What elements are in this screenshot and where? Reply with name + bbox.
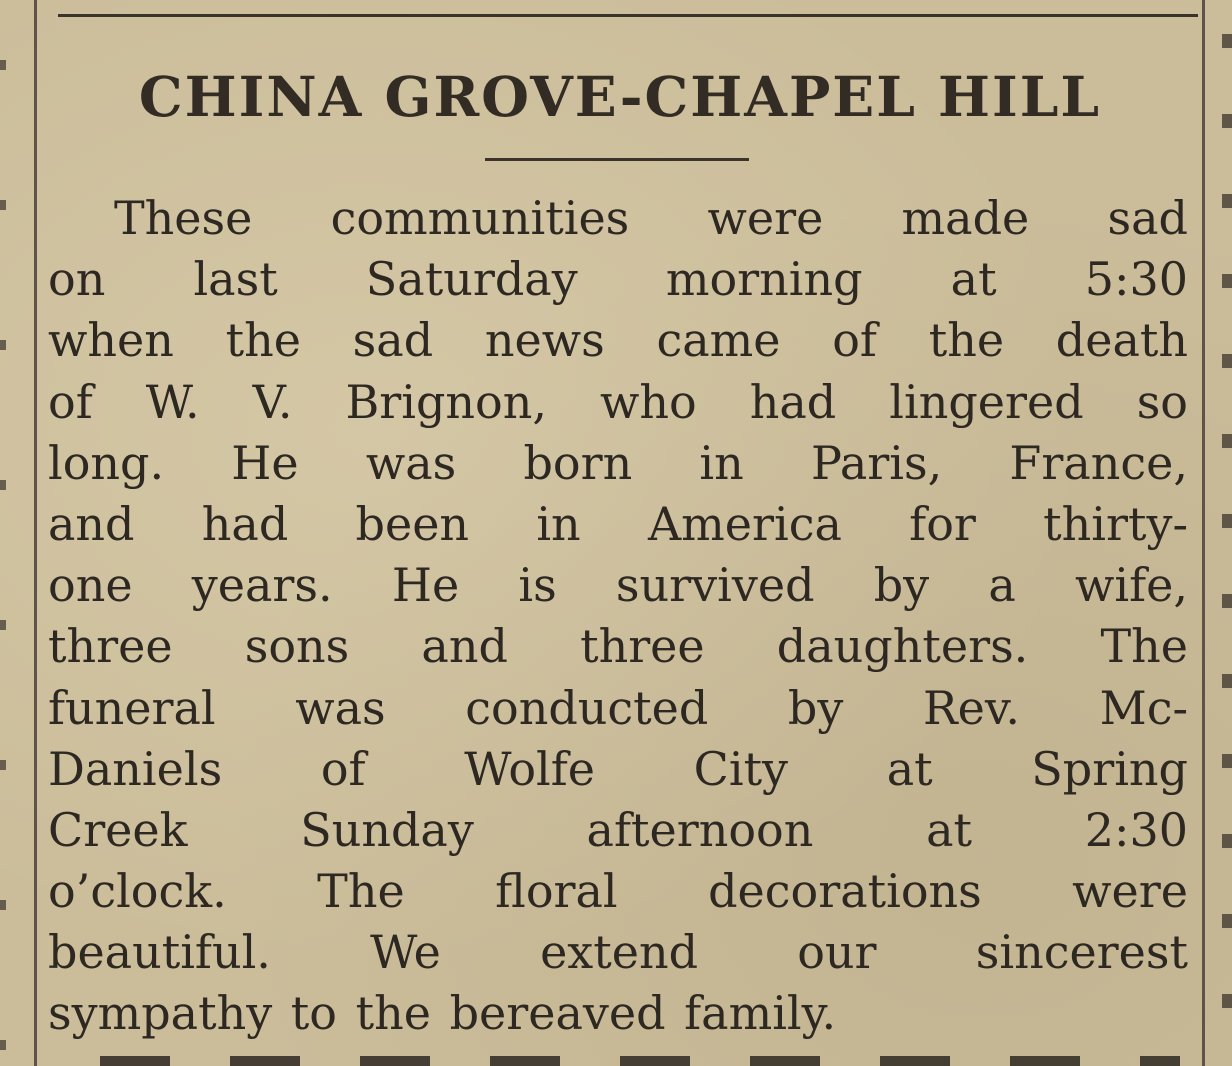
article-line: and had been in America for thirty- [48,496,1188,551]
article-line: three sons and three daughters. The [48,619,1188,674]
headline-divider [485,158,749,161]
article-line: on last Saturday morning at 5:30 [48,252,1188,307]
article-line: These communities were made sad [114,191,1188,245]
right-column-rule [1202,0,1205,1066]
article-line: sympathy to the bereaved family. [48,986,837,1041]
left-column-rule [34,0,37,1066]
article-line: Daniels of Wolfe City at Spring [48,741,1188,796]
right-page-edge [1222,0,1232,1066]
article-body [48,188,1188,1045]
article-line: of W. V. Brignon, who had lingered so [48,374,1188,429]
article-line: long. He was born in Paris, France, [48,435,1188,490]
article-line: funeral was conducted by Rev. Mc- [48,680,1188,735]
article-line: o’clock. The floral decorations were [48,864,1188,919]
article-line: one years. He is survived by a wife, [48,558,1188,613]
top-column-rule [58,0,1198,17]
article-line: beautiful. We extend our sincerest [48,925,1188,980]
left-page-edge [0,0,6,1066]
article-line: when the sad news came of the death [48,313,1188,368]
article-line: Creek Sunday afternoon at 2:30 [48,802,1188,857]
article-headline: CHINA GROVE-CHAPEL HILL [138,64,1102,129]
cut-off-next-line [100,1056,1180,1066]
